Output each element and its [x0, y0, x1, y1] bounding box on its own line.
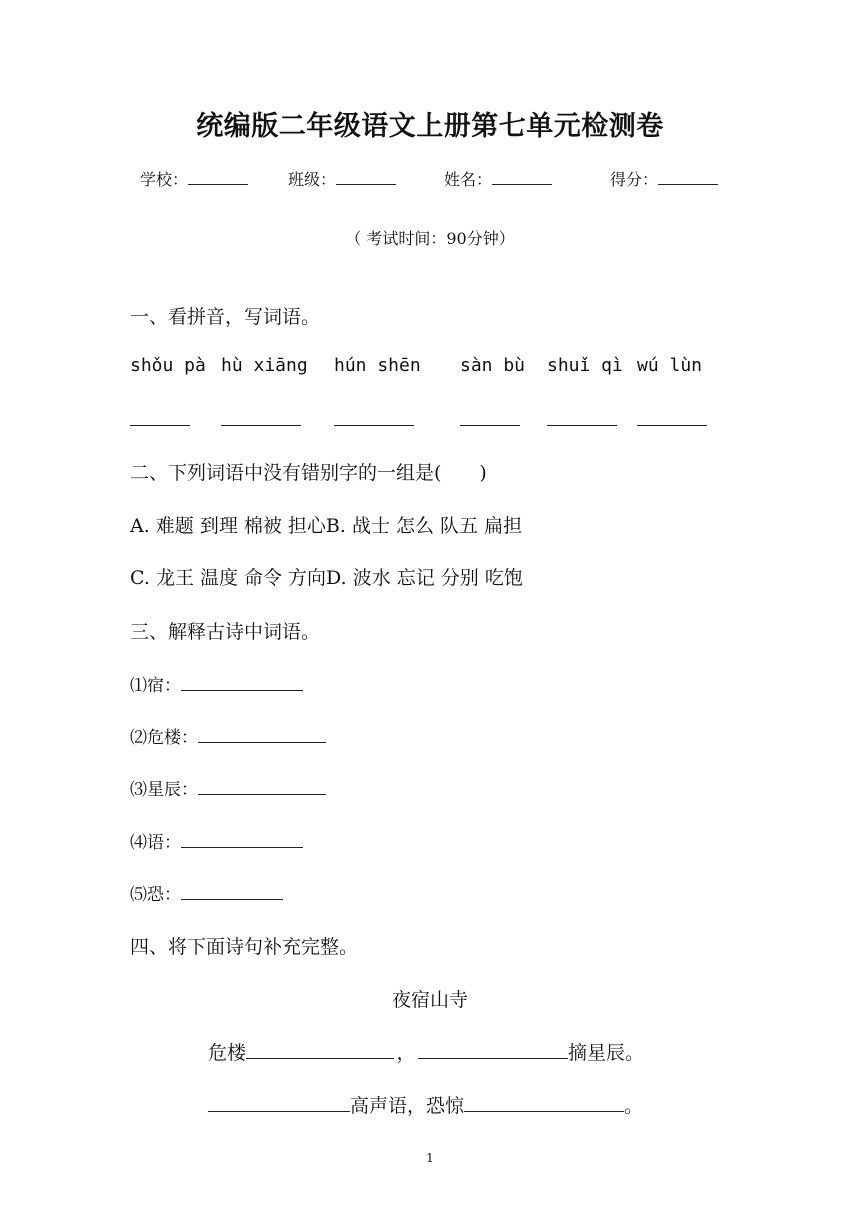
school-field	[140, 166, 248, 190]
poem-blank-2[interactable]	[418, 1040, 568, 1059]
exam-time: （ 考试时间：90分钟）	[345, 229, 515, 248]
q3-item-1: ⑴宿：	[130, 671, 303, 696]
name-label: 姓名：	[444, 170, 493, 189]
score-field	[610, 166, 718, 190]
answer-line-5[interactable]	[547, 425, 617, 426]
page-number: 1	[426, 1151, 434, 1165]
poem-blank-1[interactable]	[246, 1040, 394, 1059]
q2-option-ab: A. 难题 到理 棉被 担心B. 战士 怎么 队五 扁担	[130, 515, 523, 537]
q2-option-cd: C. 龙王 温度 命令 方向D. 波水 忘记 分别 吃饱	[130, 567, 523, 589]
poem-blank-4[interactable]	[464, 1093, 624, 1112]
pinyin-6: wú lùn	[637, 355, 703, 376]
q1-heading: 一、看拼音，写词语。	[130, 306, 321, 328]
answer-line-6[interactable]	[637, 425, 707, 426]
q3-item-3: ⑶星辰：	[130, 775, 326, 800]
score-blank[interactable]	[658, 166, 718, 185]
pinyin-3: hún shēn	[334, 355, 421, 376]
answer-line-4[interactable]	[460, 425, 520, 426]
q3-item-2: ⑵危楼：	[130, 723, 326, 748]
q3-item-5: ⑸恐：	[130, 880, 283, 905]
page-title: 统编版二年级语文上册第七单元检测卷	[196, 111, 664, 142]
pinyin-4: sàn bù	[460, 355, 526, 376]
poem-blank-3[interactable]	[208, 1093, 350, 1112]
poem-line-2: 高声语，恐惊 。	[208, 1091, 643, 1118]
answer-line-2[interactable]	[221, 425, 301, 426]
q3-blank-2[interactable]	[198, 724, 326, 743]
poem-line-1: 危楼 ， 摘星辰。	[208, 1042, 645, 1064]
q3-blank-1[interactable]	[181, 672, 303, 691]
poem-title: 夜宿山寺	[391, 989, 468, 1011]
pinyin-1: shǒu pà	[130, 355, 206, 376]
class-field	[288, 166, 396, 190]
pinyin-5: shuǐ qì	[547, 355, 623, 376]
q4-heading: 四、将下面诗句补充完整。	[130, 936, 359, 958]
q3-heading: 三、解释古诗中词语。	[130, 621, 321, 643]
name-blank[interactable]	[492, 166, 552, 185]
q2-heading: 二、下列词语中没有错别字的一组是( )	[130, 462, 487, 484]
q3-blank-3[interactable]	[198, 776, 326, 795]
pinyin-2: hù xiāng	[221, 355, 308, 376]
score-label: 得分：	[610, 170, 659, 189]
answer-line-3[interactable]	[334, 425, 414, 426]
q3-blank-4[interactable]	[181, 829, 303, 848]
class-label: 班级：	[288, 170, 337, 189]
school-label: 学校：	[140, 170, 189, 189]
class-blank[interactable]	[336, 166, 396, 185]
q3-blank-5[interactable]	[181, 881, 283, 900]
school-blank[interactable]	[188, 166, 248, 185]
q3-item-4: ⑷语：	[130, 828, 303, 853]
name-field	[444, 166, 552, 190]
answer-line-1[interactable]	[130, 425, 190, 426]
